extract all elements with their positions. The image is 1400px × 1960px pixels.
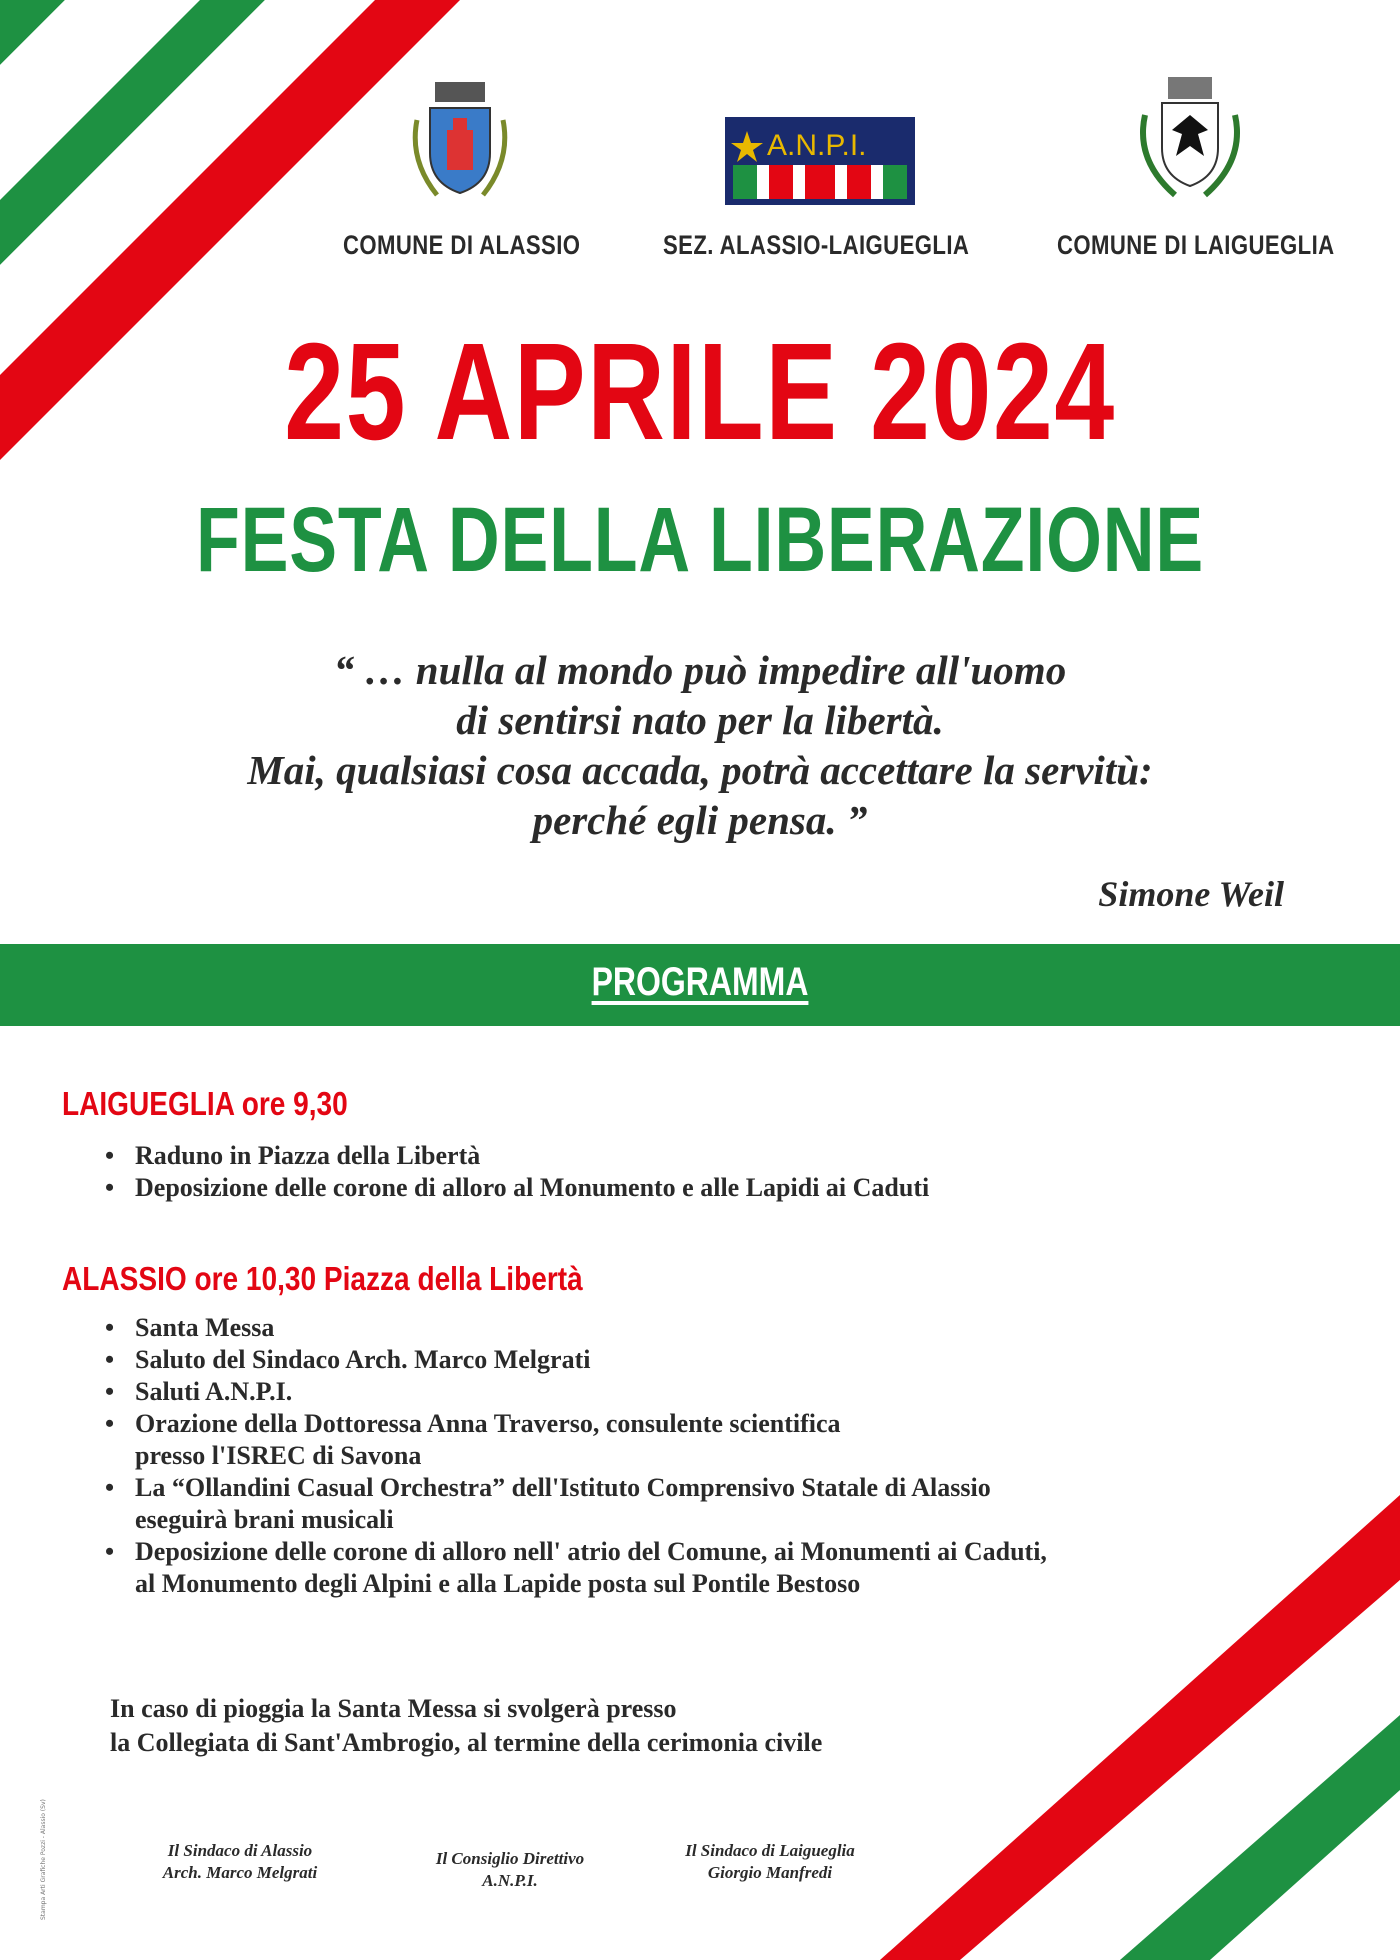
signature-anpi-council: Il Consiglio Direttivo A.N.P.I. (435, 1849, 585, 1890)
signature-sindaco-alassio: Il Sindaco di Alassio Arch. Marco Melgrati (162, 1841, 318, 1882)
printer-credit: Stampa Arti Grafiche Pozzi - Alassio (Sv) (40, 1799, 47, 1920)
org-anpi-section: SEZ. ALASSIO-LAIGUEGLIA (663, 230, 970, 260)
laigueglia-coat-of-arms-icon (1130, 75, 1250, 210)
list-item: • Deposizione delle corone di alloro nell' atrio del Comune, ai Monumenti ai Caduti, al Monumento degli Alpini e alla Lapide posta sul Pontile Bestoso (105, 1536, 1047, 1600)
org-comune-laigueglia: COMUNE DI LAIGUEGLIA (1057, 230, 1335, 260)
list-item: • Orazione della Dottoressa Anna Traverso, consulente scientifica presso l'ISREC di Savona (105, 1408, 1047, 1472)
anpi-badge-icon (725, 117, 915, 205)
svg-text:A.N.P.I.: A.N.P.I. (767, 129, 867, 162)
section-heading-laigueglia: LAIGUEGLIA ore 9,30 (62, 1085, 348, 1122)
list-item: • Raduno in Piazza della Libertà (105, 1140, 929, 1172)
list-item: • Saluto del Sindaco Arch. Marco Melgrati (105, 1344, 1047, 1376)
page-title: 25 APRILE 2024 (284, 315, 1116, 469)
quote-line: Mai, qualsiasi cosa accada, potrà accettare la servitù: (247, 747, 1153, 793)
list-item: • La “Ollandini Casual Orchestra” dell'Istituto Comprensivo Statale di Alassio eseguirà brani musicali (105, 1472, 1047, 1536)
list-item: • Santa Messa (105, 1312, 1047, 1344)
quote-author: Simone Weil (1098, 874, 1284, 914)
alassio-coat-of-arms-icon (405, 80, 515, 210)
rain-note: In caso di pioggia la Santa Messa si svolgerà presso la Collegiata di Sant'Ambrogio, al termine della cerimonia civile (110, 1694, 823, 1757)
quote-line: “ … nulla al mondo può impedire all'uomo (333, 647, 1067, 693)
section-heading-alassio: ALASSIO ore 10,30 Piazza della Libertà (62, 1260, 583, 1297)
quote-block (0, 645, 1400, 845)
quote-line: perché egli pensa. ” (532, 797, 868, 843)
org-comune-alassio: COMUNE DI ALASSIO (343, 230, 581, 260)
signature-sindaco-laigueglia: Il Sindaco di Laigueglia Giorgio Manfredi (685, 1841, 855, 1882)
programma-band (0, 944, 1400, 1026)
alassio-program-list (105, 1312, 1047, 1600)
programma-heading: PROGRAMMA (591, 960, 809, 1004)
laigueglia-program-list (105, 1140, 929, 1204)
list-item: • Deposizione delle corone di alloro al Monumento e alle Lapidi ai Caduti (105, 1172, 929, 1204)
page-subtitle: FESTA DELLA LIBERAZIONE (196, 489, 1204, 591)
list-item: • Saluti A.N.P.I. (105, 1376, 1047, 1408)
logo-row (0, 75, 1400, 215)
quote-line: di sentirsi nato per la libertà. (456, 697, 944, 743)
